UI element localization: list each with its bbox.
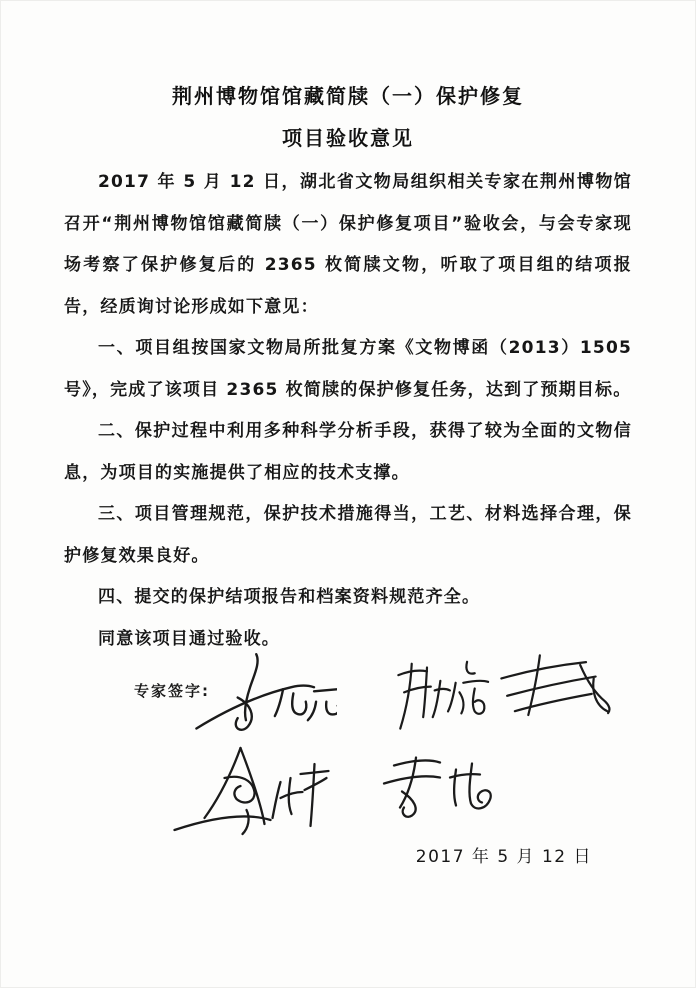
paragraph-item-4: 四、提交的保护结项报告和档案资料规范齐全。 [98, 587, 481, 607]
paragraph-item-2: 二、保护过程中利用多种科学分析手段，获得了较为全面的文物信息，为项目的实施提供了相应的技术支撑。 [64, 421, 632, 483]
document-title-line1: 荆州博物馆馆藏简牍（一）保护修复 [172, 84, 524, 108]
expert-signature-label: 专家签字: [134, 682, 210, 700]
signature-1-handwriting [192, 648, 337, 746]
paragraph-intro: 2017 年 5 月 12 日，湖北省文物局组织相关专家在荆州博物馆召开“荆州博物馆馆藏简牍（一）保护修复项目”验收会，与会专家现场考察了保护修复后的 2365 枚简牍文物，听取了项目组的结项报告，经质询讨论形成如下意见： [64, 172, 632, 317]
paragraph-item-3: 三、项目管理规范，保护技术措施得当，工艺、材料选择合理，保护修复效果良好。 [64, 504, 632, 566]
date-line: 2017 年 5 月 12 日 [415, 847, 592, 867]
signature-5-handwriting [372, 750, 502, 828]
paragraph-conclusion: 同意该项目通过验收。 [98, 628, 280, 649]
signature-2-handwriting [385, 652, 490, 747]
document-body [64, 162, 632, 660]
document-title-line2: 项目验收意见 [282, 126, 414, 150]
paragraph-item-1: 一、项目组按国家文物局所批复方案《文物博函（2013）1505 号》，完成了该项目 2365 枚简牍的保护修复任务，达到了预期目标。 [64, 338, 632, 400]
signature-3-handwriting [486, 648, 611, 733]
signature-4-handwriting [160, 740, 335, 845]
